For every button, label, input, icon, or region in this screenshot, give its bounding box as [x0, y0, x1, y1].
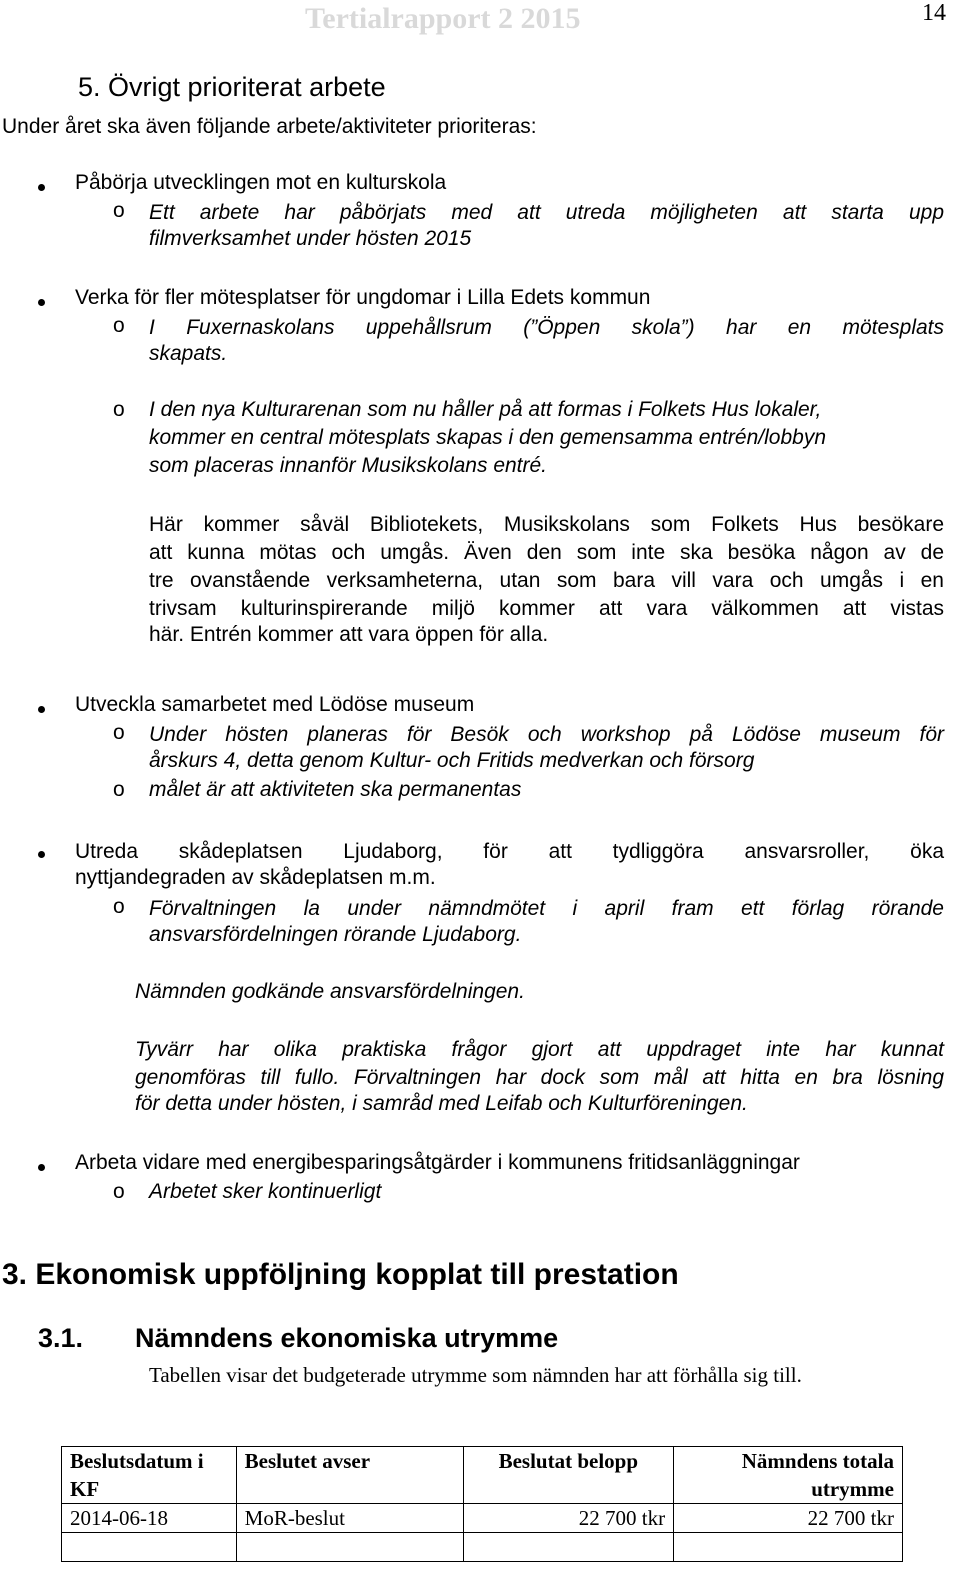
table-cell: MoR-beslut [236, 1504, 463, 1533]
table-caption: Tabellen visar det budgeterade utrymme som nämnden har att förhålla sig till. [149, 1363, 802, 1387]
list-item: nyttjandegraden av skådeplatsen m.m. [75, 866, 436, 889]
table-cell [674, 1533, 903, 1562]
sub-item-line: I Fuxernaskolans uppehållsrum (”Öppen skola”) har en mötesplats [149, 316, 944, 339]
sub-bullet-icon: o [113, 778, 125, 801]
paragraph-line: trivsam kulturinspirerande miljö kommer att vara välkommen att vistas [149, 597, 944, 620]
sub-bullet-icon: o [113, 1180, 125, 1203]
list-item: Utveckla samarbetet med Lödöse museum [75, 693, 475, 716]
list-item: Verka för fler mötesplatser för ungdomar i Lilla Edets kommun [75, 286, 651, 309]
paragraph-line: att kunna mötas och umgås. Även den som inte ska besöka någon av de [149, 541, 944, 564]
sub-bullet-icon: o [113, 199, 125, 222]
note-line: för detta under hösten, i samråd med Leifab och Kulturföreningen. [135, 1092, 748, 1115]
paragraph-line: tre ovanstående verksamheterna, utan som bara vill vara och umgås i en [149, 569, 944, 592]
sub-item-line: Arbetet sker kontinuerligt [149, 1180, 382, 1203]
table-cell [236, 1533, 463, 1562]
sub-bullet-icon: o [113, 398, 125, 421]
sub-item-line: årskurs 4, detta genom Kultur- och Fritids medverkan och försorg [149, 749, 755, 772]
section-heading: 5. Övrigt prioriterat arbete [78, 72, 386, 102]
paragraph-line: här. Entrén kommer att vara öppen för alla. [149, 623, 549, 646]
list-item: Påbörja utvecklingen mot en kulturskola [75, 171, 447, 194]
list-item: Utreda skådeplatsen Ljudaborg, för att tydliggöra ansvarsroller, öka [75, 840, 944, 863]
sub-item-line: Ett arbete har påbörjats med att utreda möjligheten att starta upp [149, 201, 944, 224]
column-header: Beslutsdatum i KF [62, 1447, 237, 1504]
sub-item-line: I den nya Kulturarenan som nu håller på att formas i Folkets Hus lokaler, [149, 398, 822, 421]
bullet-icon [38, 184, 45, 191]
bullet-icon [38, 706, 45, 713]
table-cell [62, 1533, 237, 1562]
sub-bullet-icon: o [113, 721, 125, 744]
table-row [62, 1533, 903, 1562]
sub-item-line: Under hösten planeras för Besök och workshop på Lödöse museum för [149, 723, 944, 746]
sub-bullet-icon: o [113, 314, 125, 337]
page-number: 14 [922, 0, 946, 26]
list-item: Arbeta vidare med energibesparingsåtgärder i kommunens fritidsanläggningar [75, 1151, 800, 1174]
running-title: Tertialrapport 2 2015 [305, 2, 581, 35]
note-line: Tyvärr har olika praktiska frågor gjort att uppdraget inte har kunnat [135, 1038, 944, 1061]
table-cell: 22 700 tkr [674, 1504, 903, 1533]
table-cell [463, 1533, 674, 1562]
sub-item-line: målet är att aktiviteten ska permanentas [149, 778, 522, 801]
subsection-number: 3.1. [38, 1323, 84, 1353]
sub-item-line: Förvaltningen la under nämndmötet i april fram ett förlag rörande [149, 897, 944, 920]
note-line: genomföras till fullo. Förvaltningen har dock som mål att hitta en bra lösning [135, 1066, 944, 1089]
table-cell: 22 700 tkr [463, 1504, 674, 1533]
note-line: Nämnden godkände ansvarsfördelningen. [135, 980, 525, 1003]
sub-bullet-icon: o [113, 895, 125, 918]
section-heading: 3. Ekonomisk uppföljning kopplat till prestation [2, 1258, 679, 1291]
column-header: Beslutat belopp [463, 1447, 674, 1504]
bullet-icon [38, 299, 45, 306]
sub-item-line: ansvarsfördelningen rörande Ljudaborg. [149, 923, 522, 946]
table-cell: 2014-06-18 [62, 1504, 237, 1533]
sub-item-line: kommer en central mötesplats skapas i den gemensamma entrén/lobbyn [149, 426, 827, 449]
sub-item-line: skapats. [149, 342, 228, 365]
subsection-heading: Nämndens ekonomiska utrymme [135, 1323, 559, 1353]
column-header: Beslutet avser [236, 1447, 463, 1504]
budget-table [61, 1446, 903, 1562]
bullet-icon [38, 1164, 45, 1171]
bullet-icon [38, 851, 45, 858]
table-header-row [62, 1447, 903, 1504]
paragraph-line: Här kommer såväl Bibliotekets, Musikskolans som Folkets Hus besökare [149, 513, 944, 536]
column-header: Nämndens totala utrymme [674, 1447, 903, 1504]
sub-item-line: som placeras innanför Musikskolans entré. [149, 454, 548, 477]
table-row [62, 1504, 903, 1533]
section-intro: Under året ska även följande arbete/aktiviteter prioriteras: [2, 115, 537, 138]
sub-item-line: filmverksamhet under hösten 2015 [149, 227, 472, 250]
